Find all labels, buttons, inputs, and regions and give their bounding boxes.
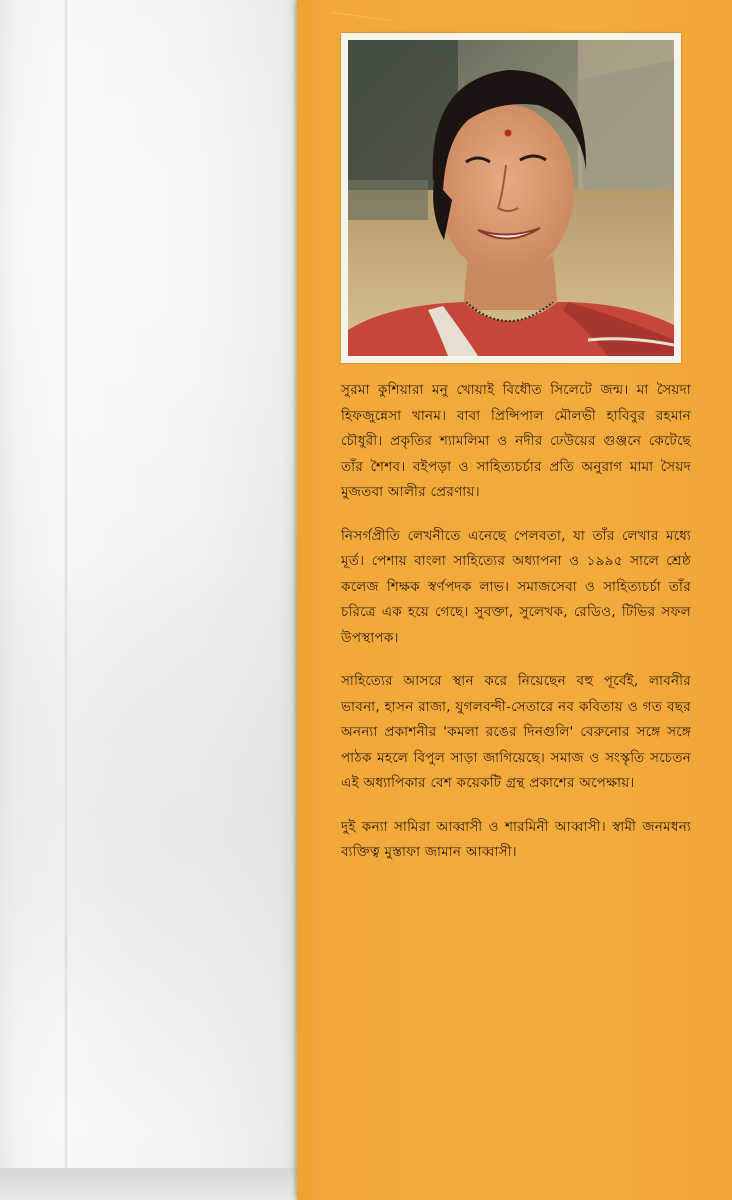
bio-paragraph-2: নিসর্গপ্রীতি লেখনীতে এনেছে পেলবতা, যা তাঁর লেখার মধ্যে মূর্ত। পেশায় বাংলা সাহিত্যের অধ্যাপনা ও ১৯৯৫ সালে শ্রেষ্ঠ কলেজ শিক্ষক স্বর্ণপদক লাভ। সমাজসেবা ও সাহিত্যচর্চা তাঁর চরিত্রে এক হয়ে গেছে। সুবক্তা, সুলেখক, রেডিও, টিভির সফল উপস্থাপক। [341,527,691,646]
paper-fold-line [64,0,68,1180]
white-paper-page [0,0,298,1200]
author-bio [341,378,691,884]
paper-bottom-edge [0,1168,298,1200]
author-photo-frame [341,33,681,363]
author-portrait-illustration [348,40,674,356]
author-photo [348,40,674,356]
bio-paragraph-1: সুরমা কুশিয়ারা মনু খোয়াই বিধৌত সিলেটে জন্ম। মা সৈয়দা হিফজুন্নেসা খানম। বাবা প্রিন্সিপাল মৌলভী হাবিবুর রহমান চৌধুরী। প্রকৃতির শ্যামলিমা ও নদীর ঢেউয়ের গুঞ্জনে কেটেছে তাঁর শৈশব। বইপড়া ও সাহিত্যচর্চার প্রতি অনুরাগ মামা সৈয়দ মুজতবা আলীর প্রেরণায়। [341,382,691,500]
bio-paragraph-3: সাহিত্যের আসরে স্থান করে নিয়েছেন বহু পূর্বেই, লাবনীর ভাবনা, হাসন রাজা, যুগলবন্দী-সেতারে নব কবিতায় ও গত বছর অনন্যা প্রকাশনীর 'কমলা রঙের দিনগুলি' বেরুনোর সঙ্গে সঙ্গে পাঠক মহলে বিপুল সাড়া জাগিয়েছে। সমাজ ও সংস্কৃতি সচেতন এই অধ্যাপিকার বেশ কয়েকটি গ্রন্থ প্রকাশের অপেক্ষায়। [341,673,691,791]
bio-paragraph-4: দুই কন্যা সামিরা আব্বাসী ও শারমিনী আব্বাসী। স্বামী জনমধন্য ব্যক্তিত্ব মুস্তাফা জামান আব্বাসী। [341,818,691,860]
flap-crease-mark [331,0,393,21]
orange-book-flap [297,0,732,1200]
